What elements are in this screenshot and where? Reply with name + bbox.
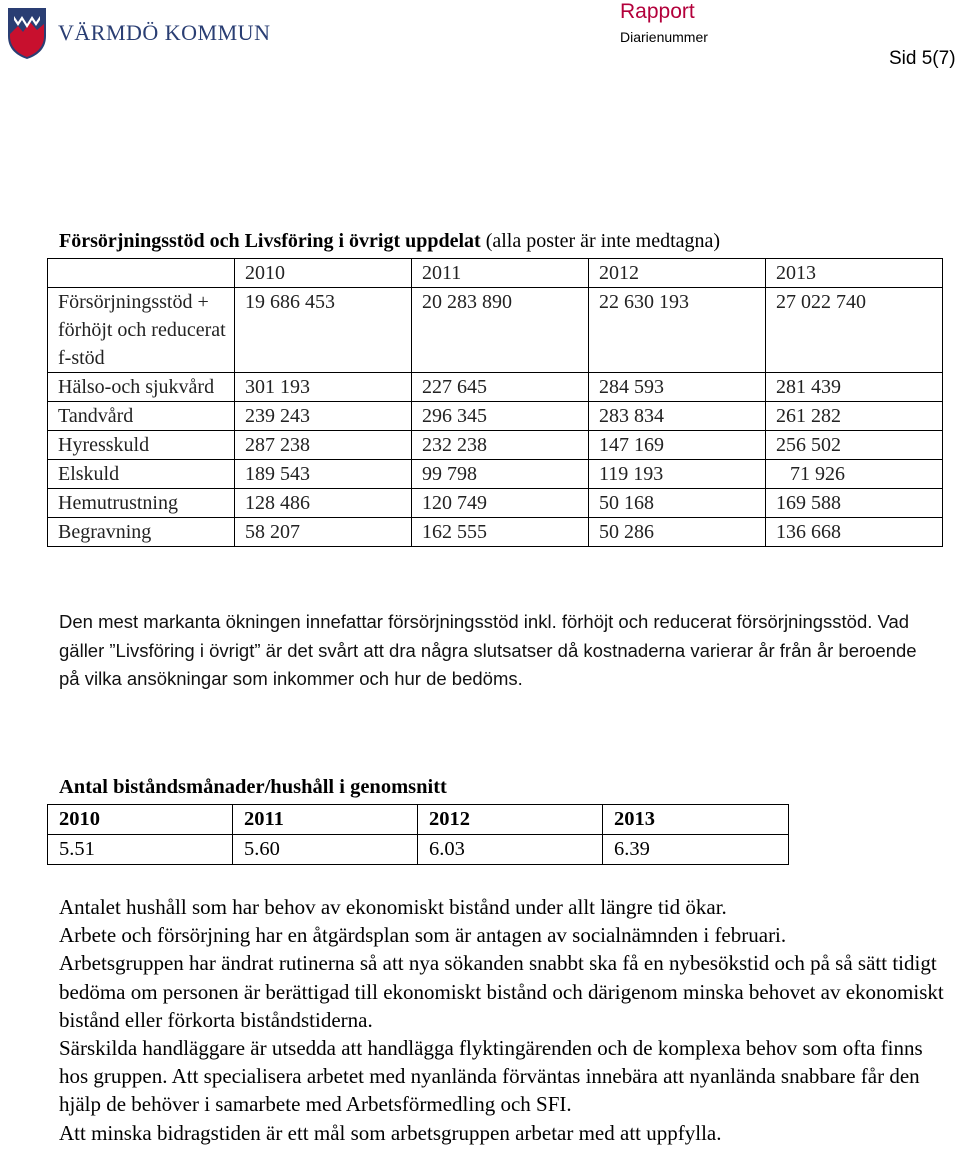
year-header: 2011 bbox=[412, 259, 589, 288]
section-title-bold: Försörjningsstöd och Livsföring i övrigt uppdelat bbox=[59, 230, 481, 252]
paragraph: Arbetsgruppen har ändrat rutinerna så att nya sökanden snabbt ska få en nybesökstid och på så sätt tidigt bedöma om personen är berättigad till ekonomiskt bistånd och därigenom minska behovet av ekonomiskt bistånd eller förkorta biståndstiderna. bbox=[59, 951, 944, 1032]
table-cell: 22 630 193 bbox=[589, 288, 766, 373]
paragraph: Särskilda handläggare är utsedda att handlägga flyktingärenden och de komplexa behov som ofta finns hos gruppen. Att specialisera arbetet med nyanlända förväntas innebära att nyanlända snabbare får den hjälp de behöver i samarbete med Arbetsförmedling och SFI. bbox=[59, 1036, 923, 1117]
year-header: 2011 bbox=[233, 805, 418, 835]
table-cell: 128 486 bbox=[235, 489, 412, 518]
table-cell: 99 798 bbox=[412, 460, 589, 489]
row-label: Tandvård bbox=[48, 402, 235, 431]
table-cell: 136 668 bbox=[766, 518, 943, 547]
table-corner-cell bbox=[48, 259, 235, 288]
table-cell: 239 243 bbox=[235, 402, 412, 431]
section-title-months: Antal biståndsmånader/hushåll i genomsnitt bbox=[59, 776, 447, 798]
page-number: Sid 5(7) bbox=[889, 48, 956, 69]
table-cell: 284 593 bbox=[589, 373, 766, 402]
table-cell: 20 283 890 bbox=[412, 288, 589, 373]
table-cell: 120 749 bbox=[412, 489, 589, 518]
table-header-row bbox=[48, 805, 789, 835]
section-title-note: (alla poster är inte medtagna) bbox=[480, 230, 721, 252]
table-row bbox=[48, 373, 943, 402]
row-label: Försörjningsstöd + förhöjt och reducerat f-stöd bbox=[48, 288, 235, 373]
table-row bbox=[48, 288, 943, 373]
table-cell: 147 169 bbox=[589, 431, 766, 460]
year-header: 2010 bbox=[48, 805, 233, 835]
row-label: Elskuld bbox=[48, 460, 235, 489]
table-cell: 296 345 bbox=[412, 402, 589, 431]
row-label: Hälso-och sjukvård bbox=[48, 373, 235, 402]
table-cell: 50 168 bbox=[589, 489, 766, 518]
year-header: 2010 bbox=[235, 259, 412, 288]
table-cell: 19 686 453 bbox=[235, 288, 412, 373]
coat-of-arms-icon bbox=[6, 6, 48, 60]
table-cell: 162 555 bbox=[412, 518, 589, 547]
table-cell: 281 439 bbox=[766, 373, 943, 402]
table-row bbox=[48, 489, 943, 518]
registration-number-label: Diarienummer bbox=[620, 29, 708, 45]
table-row bbox=[48, 431, 943, 460]
paragraph: Antalet hushåll som har behov av ekonomiskt bistånd under allt längre tid ökar. bbox=[59, 895, 727, 919]
table-cell: 261 282 bbox=[766, 402, 943, 431]
table-cell: 283 834 bbox=[589, 402, 766, 431]
paragraph: Att minska bidragstiden är ett mål som arbetsgruppen arbetar med att uppfylla. bbox=[59, 1120, 722, 1145]
table-cell: 6.03 bbox=[418, 835, 603, 865]
table-row bbox=[48, 518, 943, 547]
table-cell: 287 238 bbox=[235, 431, 412, 460]
table-cell: 5.51 bbox=[48, 835, 233, 865]
costs-commentary: Den mest markanta ökningen innefattar försörjningsstöd inkl. förhöjt och reducerat försörjningsstöd. Vad gäller ”Livsföring i övrigt” är det svårt att dra några slutsatser då kostnaderna varierar år från år beroende på vilka ansökningar som inkommer och hur de bedöms. bbox=[59, 611, 917, 690]
document-type: Rapport bbox=[620, 0, 695, 23]
row-label: Hyresskuld bbox=[48, 431, 235, 460]
table-cell: 232 238 bbox=[412, 431, 589, 460]
table-cell: 189 543 bbox=[235, 460, 412, 489]
table-cell: 227 645 bbox=[412, 373, 589, 402]
table-row bbox=[48, 402, 943, 431]
table-row bbox=[48, 460, 943, 489]
year-header: 2012 bbox=[589, 259, 766, 288]
table-cell: 169 588 bbox=[766, 489, 943, 518]
organization-name: VÄRMDÖ KOMMUN bbox=[58, 20, 271, 45]
section-title-costs bbox=[59, 230, 720, 253]
measures-text bbox=[59, 893, 949, 1147]
table-cell: 71 926 bbox=[766, 460, 943, 489]
table-cell: 27 022 740 bbox=[766, 288, 943, 373]
year-header: 2012 bbox=[418, 805, 603, 835]
page-header bbox=[0, 0, 960, 80]
table-cell: 6.39 bbox=[603, 835, 789, 865]
row-label: Hemutrustning bbox=[48, 489, 235, 518]
row-label: Begravning bbox=[48, 518, 235, 547]
months-table bbox=[47, 804, 789, 865]
table-cell: 50 286 bbox=[589, 518, 766, 547]
paragraph: Arbete och försörjning har en åtgärdsplan som är antagen av socialnämnden i februari. bbox=[59, 923, 787, 948]
table-cell: 301 193 bbox=[235, 373, 412, 402]
year-header: 2013 bbox=[603, 805, 789, 835]
table-row bbox=[48, 835, 789, 865]
table-cell: 5.60 bbox=[233, 835, 418, 865]
cost-table bbox=[47, 258, 943, 547]
table-header-row bbox=[48, 259, 943, 288]
table-cell: 119 193 bbox=[589, 460, 766, 489]
table-cell: 256 502 bbox=[766, 431, 943, 460]
year-header: 2013 bbox=[766, 259, 943, 288]
table-cell: 58 207 bbox=[235, 518, 412, 547]
